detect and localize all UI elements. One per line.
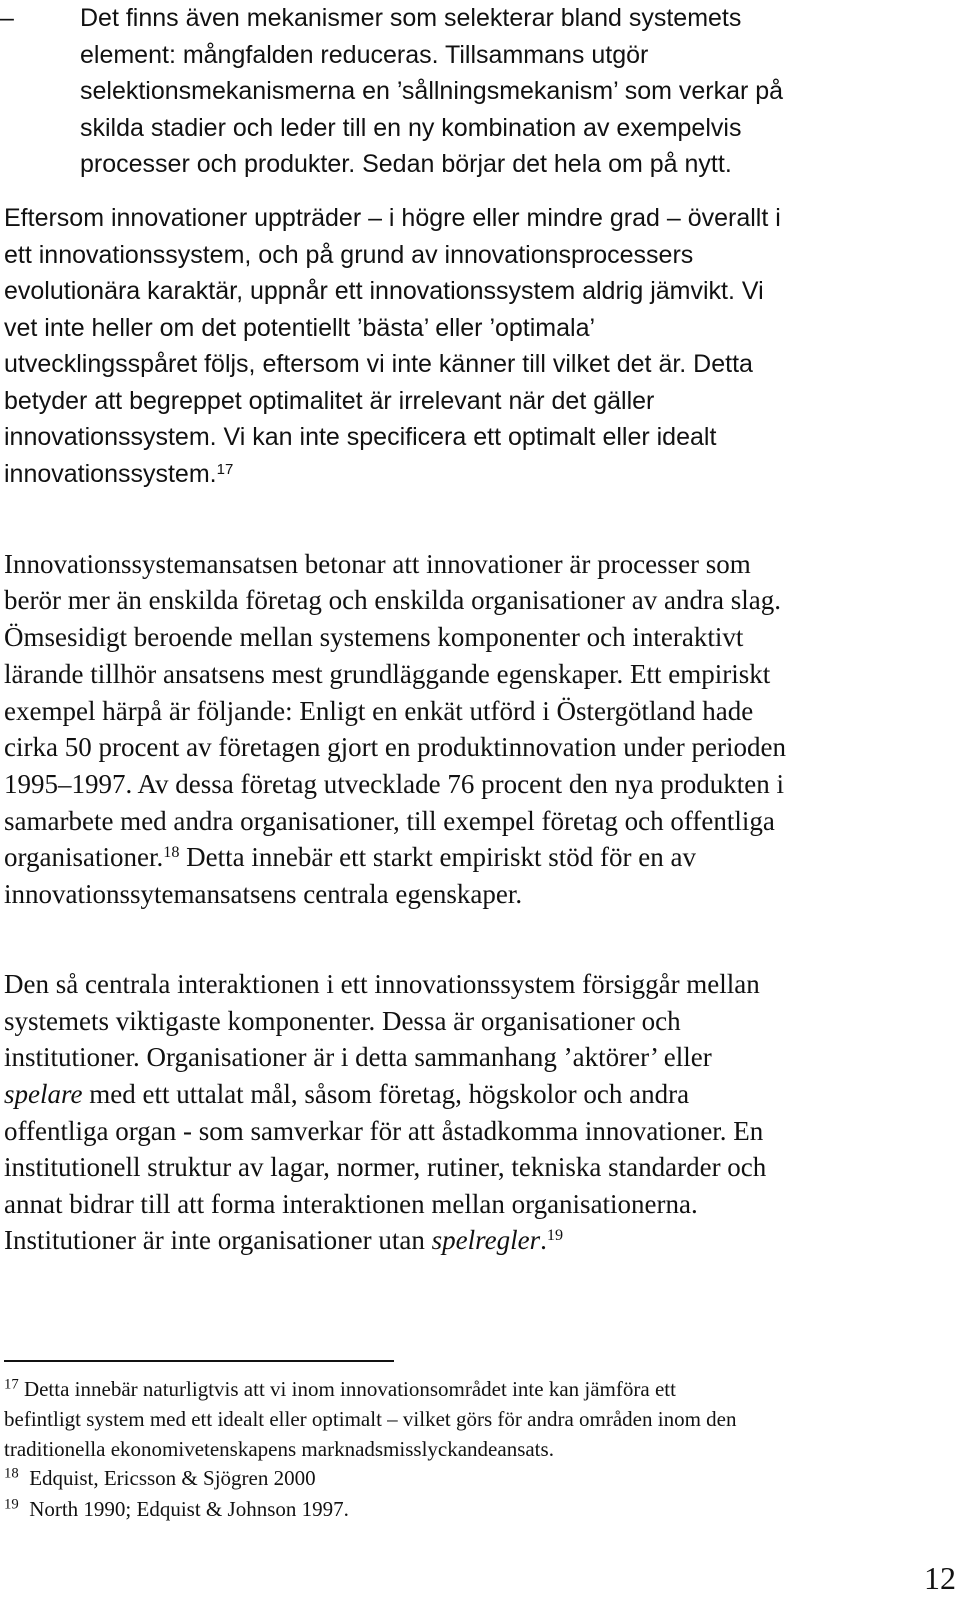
page-number: 12: [924, 1560, 956, 1596]
text-line: innovationssystem. Vi kan inte specificera ett optimalt eller idealt: [4, 423, 717, 451]
text-line: exempel härpå är följande: Enligt en enkät utförd i Östergötland hade: [4, 696, 754, 726]
text-span: organisationer.: [4, 842, 164, 872]
footnote-number: 19: [4, 1496, 19, 1513]
footnote-text: Edquist, Ericsson & Sjögren 2000: [18, 1466, 316, 1490]
footnote-reference: 18: [163, 843, 180, 862]
footnote-text: traditionella ekonomivetenskapens marknadsmisslyckandeansats.: [4, 1437, 554, 1461]
text-line: berör mer än enskilda företag och enskilda organisationer av andra slag.: [4, 585, 781, 615]
text-line: lärande tillhör ansatsens mest grundläggande egenskaper. Ett empiriskt: [4, 659, 771, 689]
italic-term: spelregler: [431, 1225, 541, 1255]
footnote-reference: 19: [546, 1226, 564, 1245]
text-line: element: mångfalden reduceras. Tillsammans utgör: [80, 41, 649, 69]
text-span: innovationssystem.: [4, 460, 217, 488]
text-line: Ömsesidigt beroende mellan systemens komponenter och interaktivt: [4, 622, 744, 652]
text-line: skilda stadier och leder till en ny kombination av exempelvis: [80, 114, 742, 142]
text-span: med ett uttalat mål, såsom företag, högskolor och andra: [82, 1079, 690, 1109]
text-line: innovationssytemansatsens centrala egenskaper.: [4, 879, 523, 909]
text-line: [4, 459, 233, 489]
text-line: Eftersom innovationer uppträder – i högre eller mindre grad – överallt i: [4, 204, 781, 232]
footnote: [4, 1466, 316, 1490]
text-span: Institutioner är inte organisationer utan: [4, 1225, 432, 1255]
footnote-text: North 1990; Edquist & Johnson 1997.: [18, 1497, 349, 1521]
footnote-separator: [4, 1360, 394, 1362]
text-line: Den så centrala interaktionen i ett innovationssystem försiggår mellan: [4, 969, 760, 999]
footnote-number: 18: [4, 1465, 19, 1482]
text-line: institutionell struktur av lagar, normer, rutiner, tekniska standarder och: [4, 1152, 767, 1182]
text-span: .: [540, 1225, 547, 1255]
text-line: offentliga organ - som samverkar för att åstadkomma innovationer. En: [4, 1116, 764, 1146]
italic-term: spelare: [4, 1079, 83, 1109]
text-line: betyder att begreppet optimalitet är irrelevant när det gäller: [4, 387, 655, 415]
text-line: Innovationssystemansatsen betonar att innovationer är processer som: [4, 549, 751, 579]
footnote: [4, 1377, 676, 1401]
text-line: Det finns även mekanismer som selekterar bland systemets: [80, 4, 742, 32]
footnote-reference: 17: [216, 460, 234, 478]
footnote: [4, 1497, 349, 1521]
text-line: [4, 842, 696, 872]
footnote-text: Detta innebär naturligtvis att vi inom innovationsområdet inte kan jämföra ett: [18, 1377, 676, 1401]
text-line: selektionsmekanismerna en ’sållningsmekanism’ som verkar på: [80, 77, 784, 105]
list-marker: –: [0, 4, 14, 32]
text-span: Detta innebär ett starkt empiriskt stöd för en av: [179, 842, 697, 872]
text-line: institutioner. Organisationer är i detta sammanhang ’aktörer’ eller: [4, 1042, 712, 1072]
text-line: samarbete med andra organisationer, till exempel företag och offentliga: [4, 806, 775, 836]
footnote-text: befintligt system med ett idealt eller optimalt – vilket görs för andra områden inom den: [4, 1407, 737, 1431]
text-line: annat bidrar till att forma interaktionen mellan organisationerna.: [4, 1189, 698, 1219]
text-line: [4, 1079, 689, 1109]
text-line: ett innovationssystem, och på grund av innovationsprocessers: [4, 241, 694, 269]
text-line: systemets viktigaste komponenter. Dessa är organisationer och: [4, 1006, 681, 1036]
footnote-number: 17: [4, 1376, 19, 1393]
text-line: utvecklingsspåret följs, eftersom vi inte känner till vilket det är. Detta: [4, 350, 753, 378]
text-line: vet inte heller om det potentiellt ’bästa’ eller ’optimala’: [4, 314, 596, 342]
text-line: 1995–1997. Av dessa företag utvecklade 76 procent den nya produkten i: [4, 769, 785, 799]
text-line: cirka 50 procent av företagen gjort en produktinnovation under perioden: [4, 732, 786, 762]
text-line: [4, 1225, 563, 1255]
text-line: processer och produkter. Sedan börjar det hela om på nytt.: [80, 150, 732, 178]
text-line: evolutionära karaktär, uppnår ett innovationssystem aldrig jämvikt. Vi: [4, 277, 764, 305]
